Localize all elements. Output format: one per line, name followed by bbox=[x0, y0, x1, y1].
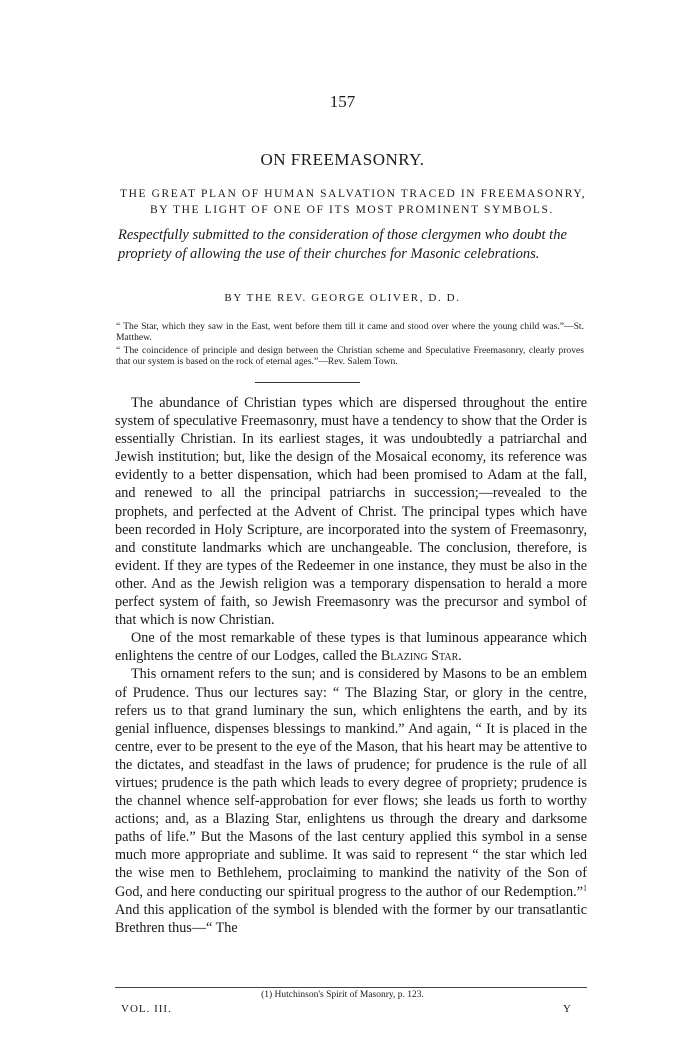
paragraph-3-end: And this application of the symbol is blended with the former by our transatlantic Brethren thus—“ The bbox=[115, 901, 587, 936]
paragraph-3-text: This ornament refers to the sun; and is considered by Masons to be an emblem of Prudence. Thus our lectures say: “ The Blazing Star, or glory in the centre, refers us to that grand luminary the sun, which enlightens the earth, and by its genial influence, dispenses blessings to mankind.” And again, “ It is placed in the centre, ever to be present to the eye of the Mason, that his heart may be attentive to the dictates, and steadfast in the laws of prudence; for prudence is the rule of all virtues; prudence is the path which leads to every degree of propriety; prudence is the channel whence self-approbation for ever flows; she leads us forth to worthy actions; and, as a Blazing Star, enlightens us through the dreary and darksome paths of life.” But the Masons of the last century applied this symbol in a sense much more appropriate and sublime. It was said to represent “ the star which led the wise men to Bethlehem, proclaiming to mankind the nativity of the Son of God, and here conducting our spiritual progress to the author of our Redemption.” bbox=[115, 666, 587, 900]
footnote-rule bbox=[115, 987, 587, 988]
epigraph-town: “ The coincidence of principle and design between the Christian scheme and Speculative Freemasonry, clearly proves that our system is based on the rock of eternal ages.”—Rev. Salem Town. bbox=[116, 345, 584, 367]
author-byline: BY THE REV. GEORGE OLIVER, D. D. bbox=[224, 292, 461, 304]
subtitle-line-1: THE GREAT PLAN OF HUMAN SALVATION TRACED IN FREEMASONRY, bbox=[120, 188, 587, 200]
blazing-star-term: Blazing Star. bbox=[380, 648, 462, 665]
footnote-marker: 1 bbox=[583, 882, 587, 892]
volume-signature: VOL. III. bbox=[121, 1003, 172, 1015]
paragraph-1: The abundance of Christian types which are dispersed throughout the entire system of speculative Freemasonry, must have a tendency to show that the Order is essentially Christian. In its earliest stages, it was undoubtedly a patriarchal and Jewish institution; but, like the design of the Mosaical economy, its reference was evidently to a better dispensation, which had been promised to Adam at the fall, and renewed to all the principal patriarchs in succession;—revealed to the prophets, and perfected at the Advent of Christ. The principal types which have been recorded in Holy Scripture, are incorporated into the system of Freemasonry, and constitute landmarks which are unchangeable. The conclusion, therefore, is evident. If they are types of the Redeemer in one instance, they must be also in the other. And as the Jewish religion was a temporary dispensation to herald a more perfect system of faith, so Jewish Freemasonry was the precursor and symbol of that which is now Christian. bbox=[115, 395, 587, 629]
article-title: ON FREEMASONRY. bbox=[260, 150, 425, 169]
dedication: Respectfully submitted to the consideration of those clergymen who doubt the propriety of allowing the use of their churches for Masonic celebrations. bbox=[118, 227, 567, 262]
page-number: 157 bbox=[329, 92, 356, 111]
paragraph-2-text: One of the most remarkable of these types is that luminous appearance which enlightens the centre of our Lodges, called the bbox=[115, 630, 587, 665]
body-text bbox=[115, 394, 587, 937]
subtitle-line-2: BY THE LIGHT OF ONE OF ITS MOST PROMINENT SYMBOLS. bbox=[150, 204, 554, 216]
epigraph-matthew: “ The Star, which they saw in the East, went before them till it came and stood over where the young child was.”—St. Matthew. bbox=[116, 321, 584, 343]
footnote: (1) Hutchinson's Spirit of Masonry, p. 123. bbox=[261, 990, 424, 1000]
signature-mark: Y bbox=[563, 1003, 571, 1015]
paragraph-2 bbox=[115, 629, 587, 665]
paragraph-3 bbox=[115, 665, 587, 936]
section-divider bbox=[255, 382, 360, 383]
